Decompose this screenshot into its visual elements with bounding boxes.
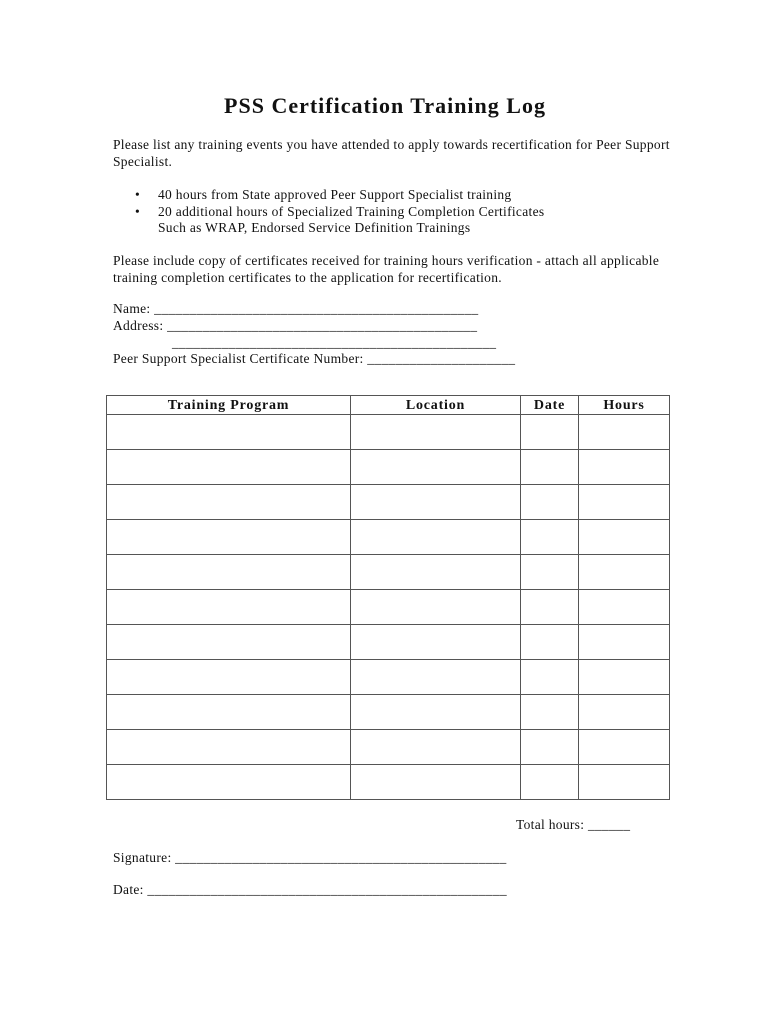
cell-location[interactable] (351, 590, 521, 625)
name-field[interactable]: Name: ______________________________________________ (113, 301, 479, 316)
cell-hours[interactable] (579, 695, 670, 730)
table-row (107, 590, 670, 625)
cell-location[interactable] (351, 730, 521, 765)
cell-location[interactable] (351, 450, 521, 485)
requirements-list (113, 187, 673, 237)
cell-date[interactable] (521, 695, 579, 730)
cell-hours[interactable] (579, 485, 670, 520)
table-row (107, 730, 670, 765)
cell-location[interactable] (351, 695, 521, 730)
table-body (107, 415, 670, 800)
cell-hours[interactable] (579, 450, 670, 485)
table-row (107, 450, 670, 485)
cell-location[interactable] (351, 485, 521, 520)
table-row (107, 625, 670, 660)
cell-location[interactable] (351, 555, 521, 590)
cell-training-program[interactable] (107, 590, 351, 625)
table-row (107, 415, 670, 450)
instructions-paragraph: Please include copy of certificates received for training hours verification - attach all applicable training completion certificates to the application for recertification. (113, 253, 660, 285)
column-header-location: Location (351, 396, 521, 415)
cell-training-program[interactable] (107, 555, 351, 590)
cell-training-program[interactable] (107, 520, 351, 555)
cell-location[interactable] (351, 660, 521, 695)
cell-hours[interactable] (579, 660, 670, 695)
signature-field[interactable]: Signature: _______________________________________________ (113, 850, 507, 865)
cell-training-program[interactable] (107, 730, 351, 765)
table-row (107, 765, 670, 800)
cell-date[interactable] (521, 520, 579, 555)
cell-location[interactable] (351, 765, 521, 800)
cell-hours[interactable] (579, 520, 670, 555)
requirement-item (113, 187, 673, 204)
address-line2-field[interactable]: ______________________________________________ (172, 335, 497, 350)
cell-date[interactable] (521, 555, 579, 590)
cell-hours[interactable] (579, 555, 670, 590)
table-row (107, 660, 670, 695)
date-field[interactable]: Date: ___________________________________________________ (113, 882, 507, 897)
cell-training-program[interactable] (107, 765, 351, 800)
requirement-text: 20 additional hours of Specialized Training Completion Certificates (158, 203, 545, 219)
bullet-icon: • (135, 203, 141, 219)
cell-date[interactable] (521, 590, 579, 625)
bullet-icon: • (135, 187, 141, 202)
cell-hours[interactable] (579, 625, 670, 660)
requirement-text: 40 hours from State approved Peer Support Specialist training (158, 187, 512, 202)
table-header-row (107, 396, 670, 415)
cell-hours[interactable] (579, 415, 670, 450)
cell-hours[interactable] (579, 765, 670, 800)
cell-date[interactable] (521, 485, 579, 520)
cell-location[interactable] (351, 520, 521, 555)
table-row (107, 520, 670, 555)
page-title: PSS Certification Training Log (224, 93, 546, 118)
table-row (107, 555, 670, 590)
cell-training-program[interactable] (107, 415, 351, 450)
cell-training-program[interactable] (107, 450, 351, 485)
cell-hours[interactable] (579, 590, 670, 625)
cell-hours[interactable] (579, 730, 670, 765)
table-row (107, 695, 670, 730)
cell-location[interactable] (351, 415, 521, 450)
cell-date[interactable] (521, 450, 579, 485)
cell-date[interactable] (521, 765, 579, 800)
table-row (107, 485, 670, 520)
cell-date[interactable] (521, 730, 579, 765)
cell-date[interactable] (521, 660, 579, 695)
column-header-date: Date (521, 396, 579, 415)
certificate-number-field[interactable]: Peer Support Specialist Certificate Number: _____________________ (113, 351, 516, 366)
column-header-training-program: Training Program (107, 396, 351, 415)
cell-training-program[interactable] (107, 695, 351, 730)
column-header-hours: Hours (579, 396, 670, 415)
cell-date[interactable] (521, 625, 579, 660)
cell-training-program[interactable] (107, 485, 351, 520)
training-log-table (106, 395, 670, 800)
total-hours-field[interactable]: Total hours: ______ (516, 817, 631, 832)
cell-date[interactable] (521, 415, 579, 450)
requirement-item (113, 204, 673, 237)
cell-location[interactable] (351, 625, 521, 660)
requirement-continuation: Such as WRAP, Endorsed Service Definition Trainings (158, 220, 471, 235)
cell-training-program[interactable] (107, 660, 351, 695)
address-field[interactable]: Address: ____________________________________________ (113, 318, 478, 333)
intro-paragraph: Please list any training events you have attended to apply towards recertification for Peer Support Specialist. (113, 137, 670, 169)
cell-training-program[interactable] (107, 625, 351, 660)
